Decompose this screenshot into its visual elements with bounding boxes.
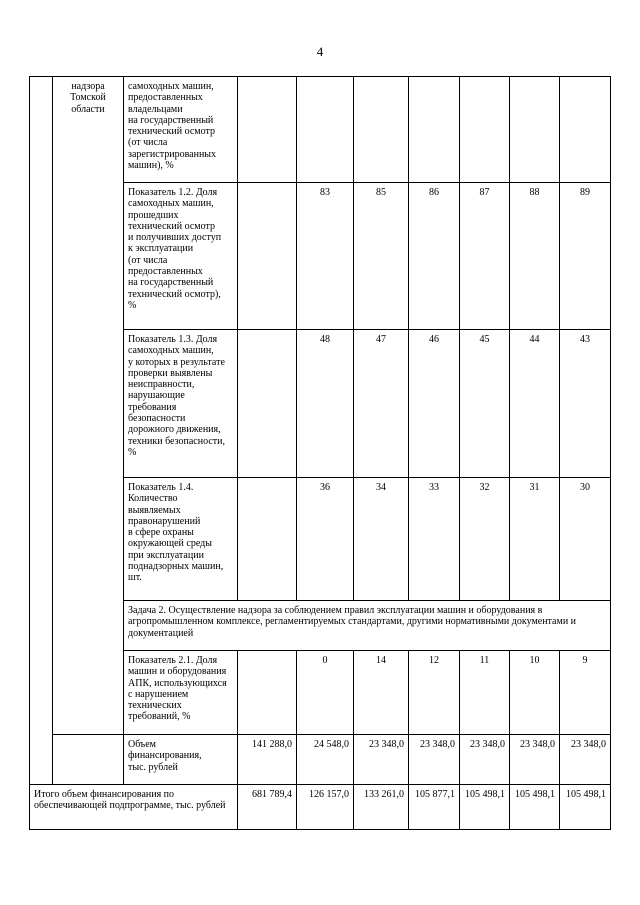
value-cell: 23 348,0 xyxy=(409,735,460,785)
program-table xyxy=(29,76,611,830)
table-row-financing xyxy=(30,735,611,785)
indicator-1-4-label: Показатель 1.4. Количество выявляемых правонарушений в сфере охраны окружающей среды при эксплуатации поднадзорных машин, шт. xyxy=(124,478,238,601)
value-cell: 105 498,1 xyxy=(560,785,611,830)
value-cell: 0 xyxy=(297,651,354,735)
task-2-text: Задача 2. Осуществление надзора за соблюдением правил эксплуатации машин и оборудования в агропромышленном комплексе, регламентируемых стандартами, другими нормативными документами и документацией xyxy=(124,601,611,651)
value-cell: 34 xyxy=(354,478,409,601)
value-cell: 46 xyxy=(409,330,460,478)
value-cell: 32 xyxy=(460,478,510,601)
value-cell: 23 348,0 xyxy=(560,735,611,785)
value-cell: 43 xyxy=(560,330,611,478)
value-cell: 105 877,1 xyxy=(409,785,460,830)
value-cell: 14 xyxy=(354,651,409,735)
number-column-cell xyxy=(30,77,53,785)
table-row-indicator-1-1 xyxy=(30,77,611,183)
value-cell: 10 xyxy=(510,651,560,735)
indicator-1-1-label: самоходных машин, предоставленных владельцами на государственный технический осмотр (от числа зарегистрированных машин), % xyxy=(124,77,238,183)
value-cell: 33 xyxy=(409,478,460,601)
indicator-2-1-label: Показатель 2.1. Доля машин и оборудования АПК, использующихся с нарушением технических требований, % xyxy=(124,651,238,735)
value-cell: 88 xyxy=(510,183,560,330)
value-cell: 105 498,1 xyxy=(510,785,560,830)
grand-total-sum: 681 789,4 xyxy=(238,785,297,830)
value-cell: 47 xyxy=(354,330,409,478)
value-cell: 133 261,0 xyxy=(354,785,409,830)
value-cell: 12 xyxy=(409,651,460,735)
financing-total: 141 288,0 xyxy=(238,735,297,785)
financing-label: Объем финансирования, тыс. рублей xyxy=(124,735,238,785)
page-number: 4 xyxy=(316,44,324,59)
value-cell: 85 xyxy=(354,183,409,330)
value-cell: 24 548,0 xyxy=(297,735,354,785)
value-cell: 36 xyxy=(297,478,354,601)
indicator-1-3-label: Показатель 1.3. Доля самоходных машин, у которых в результате проверки выявлены неисправности, нарушающие требования безопасности дорожного движения, техники безопасности, % xyxy=(124,330,238,478)
value-cell: 48 xyxy=(297,330,354,478)
value-cell: 87 xyxy=(460,183,510,330)
value-cell: 31 xyxy=(510,478,560,601)
value-cell: 89 xyxy=(560,183,611,330)
value-cell: 126 157,0 xyxy=(297,785,354,830)
value-cell: 23 348,0 xyxy=(510,735,560,785)
grand-total-label: Итого объем финансирования по обеспечивающей подпрограмме, тыс. рублей xyxy=(30,785,238,830)
value-cell: 9 xyxy=(560,651,611,735)
responsible-org-cell: надзора Томской области xyxy=(53,77,124,735)
value-cell: 11 xyxy=(460,651,510,735)
value-cell: 44 xyxy=(510,330,560,478)
indicator-1-2-label: Показатель 1.2. Доля самоходных машин, прошедших технический осмотр и получивших доступ к эксплуатации (от числа предоставленных на государственный технический осмотр), % xyxy=(124,183,238,330)
value-cell: 86 xyxy=(409,183,460,330)
value-cell: 30 xyxy=(560,478,611,601)
value-cell: 23 348,0 xyxy=(354,735,409,785)
value-cell: 45 xyxy=(460,330,510,478)
value-cell: 105 498,1 xyxy=(460,785,510,830)
value-cell: 83 xyxy=(297,183,354,330)
table-row-grand-total xyxy=(30,785,611,830)
value-cell: 23 348,0 xyxy=(460,735,510,785)
